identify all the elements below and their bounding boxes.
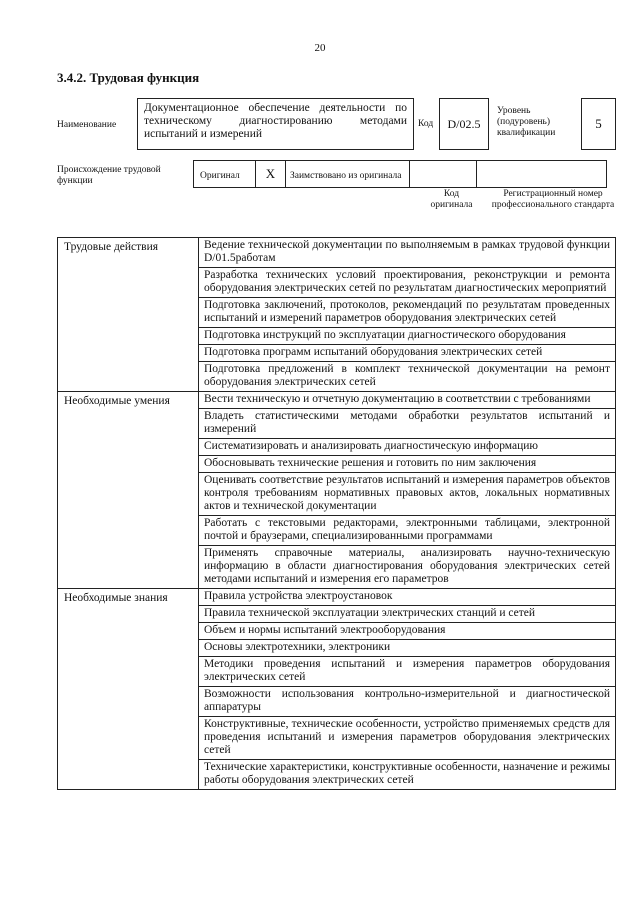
borrowed-label: Заимствовано из оригинала <box>290 171 402 181</box>
original-mark: X <box>265 166 276 181</box>
qualification-level: 5 <box>595 116 602 131</box>
list-item: Подготовка инструкций по эксплуатации диагностического оборудования <box>199 328 616 345</box>
table-row <box>58 392 616 409</box>
list-item: Вести техническую и отчетную документацию в соответствии с требованиями <box>199 392 616 409</box>
regnum-caption: Регистрационный номер профессионального стандарта <box>491 189 615 210</box>
code-original-caption: Код оригинала <box>430 189 473 210</box>
list-item: Технические характеристики, конструктивные особенности, назначение и режимы работы оборудования электрических сетей <box>199 760 616 790</box>
function-code-box <box>439 98 489 150</box>
code-label: Код <box>418 119 434 129</box>
original-label: Оригинал <box>200 171 240 181</box>
origin-label: Происхождение трудовой функции <box>57 165 161 186</box>
section-title: 3.4.2. Трудовая функция <box>57 70 200 85</box>
list-item: Работать с текстовыми редакторами, электронными таблицами, электронной почтой и браузерами, специализированными программами <box>199 516 616 546</box>
qualification-level-box <box>581 98 616 150</box>
list-item: Подготовка программ испытаний оборудования электрических сетей <box>199 345 616 362</box>
origin-code-cell <box>410 161 477 188</box>
origin-original-cell <box>194 161 256 188</box>
list-item: Конструктивные, технические особенности, устройство применяемых средств для проведения испытаний и измерения параметров оборудования электрических сетей <box>199 717 616 760</box>
list-item: Подготовка заключений, протоколов, рекомендаций по результатам проведенных испытаний и измерений параметров оборудования электрических сетей <box>199 298 616 328</box>
list-item: Применять справочные материалы, анализировать научно-техническую информацию в области диагностирования оборудования электрических сетей методами испытаний и измерения его параметров <box>199 546 616 589</box>
function-code: D/02.5 <box>447 116 481 131</box>
list-item: Ведение технической документации по выполняемым в рамках трудовой функции D/01.5работам <box>199 238 616 268</box>
original-mark-cell <box>256 161 286 188</box>
function-content-table <box>57 237 616 790</box>
table-row <box>58 238 616 268</box>
list-item: Методики проведения испытаний и измерения параметров оборудования электрических сетей <box>199 657 616 687</box>
list-item: Объем и нормы испытаний электрооборудования <box>199 623 616 640</box>
list-item: Систематизировать и анализировать диагностическую информацию <box>199 439 616 456</box>
list-item: Обосновывать технические решения и готовить по ним заключения <box>199 456 616 473</box>
list-item: Возможности использования контрольно-измерительной и диагностической аппаратуры <box>199 687 616 717</box>
list-item: Правила технической эксплуатации электрических станций и сетей <box>199 606 616 623</box>
origin-regnum-cell <box>477 161 607 188</box>
page-number: 20 <box>314 42 326 54</box>
borrowed-cell <box>286 161 410 188</box>
list-item: Основы электротехники, электроники <box>199 640 616 657</box>
list-item: Разработка технических условий проектирования, реконструкции и ремонта оборудования электрических сетей по результатам диагностических мероприятий <box>199 268 616 298</box>
function-name: Документационное обеспечение деятельности по техническому диагностированию методами испытаний и измерений <box>144 102 407 140</box>
list-item: Владеть статистическими методами обработки результатов испытаний и измерений <box>199 409 616 439</box>
list-item: Правила устройства электроустановок <box>199 589 616 606</box>
table-row <box>58 589 616 606</box>
category-required-knowledge: Необходимые знания <box>58 589 199 790</box>
category-required-skills: Необходимые умения <box>58 392 199 589</box>
function-name-box <box>137 98 414 150</box>
level-label: Уровень (подуровень) квалификации <box>497 106 556 138</box>
list-item: Оценивать соответствие результатов испытаний и измерения параметров объектов контроля требованиям нормативных правовых актов, локальных нормативных актов и технической документации <box>199 473 616 516</box>
list-item: Подготовка предложений в комплект технической документации на ремонт оборудования электрических сетей <box>199 362 616 392</box>
origin-table <box>193 160 607 188</box>
name-label: Наименование <box>57 120 117 130</box>
category-labor-actions: Трудовые действия <box>58 238 199 392</box>
